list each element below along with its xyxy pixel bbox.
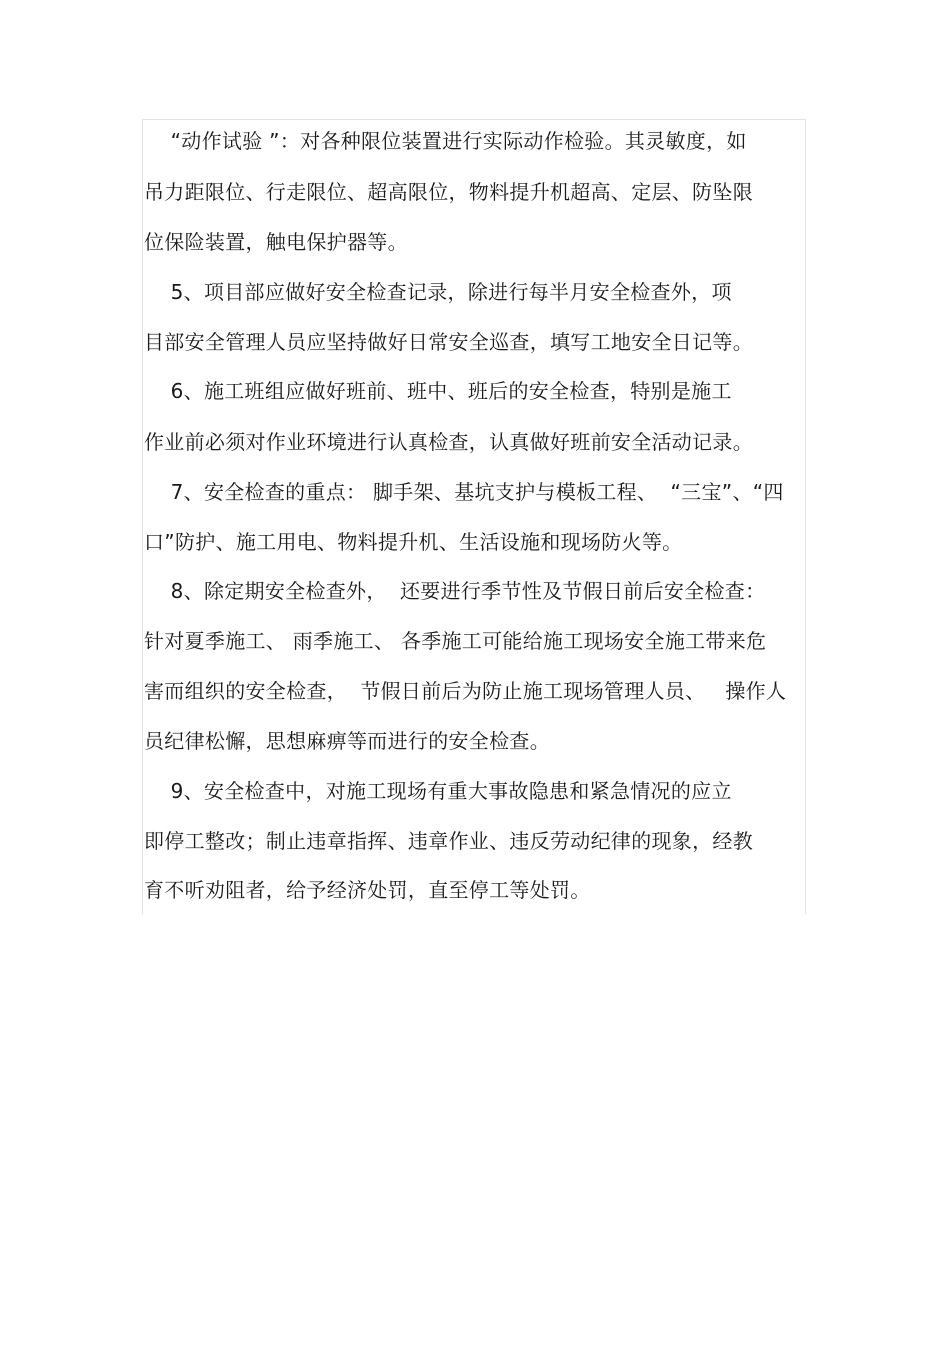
text-line: 7、安全检查的重点： 脚手架、基坑支护与模板工程、 “三宝”、“四 <box>144 480 784 504</box>
text-line: 吊力距限位、行走限位、超高限位，物料提升机超高、定层、防坠限 <box>144 180 753 204</box>
text-line: 育不听劝阻者，给予经济处罚，直至停工等处罚。 <box>144 878 591 902</box>
text-line: 位保险装置，触电保护器等。 <box>144 230 408 254</box>
text-line: 员纪律松懈，思想麻痹等而进行的安全检查。 <box>144 729 550 753</box>
text-line: 8、除定期安全检查外， 还要进行季节性及节假日前后安全检查： <box>144 579 766 603</box>
text-line: 目部安全管理人员应坚持做好日常安全巡查，填写工地安全日记等。 <box>144 330 753 354</box>
text-line: 即停工整改；制止违章指挥、违章作业、违反劳动纪律的现象，经教 <box>144 829 753 853</box>
text-line: 害而组织的安全检查， 节假日前后为防止施工现场管理人员、 操作人 <box>144 679 787 703</box>
text-line: 作业前必须对作业环境进行认真检查，认真做好班前安全活动记录。 <box>144 430 753 454</box>
text-line: “动作试验 ”：对各种限位装置进行实际动作检验。其灵敏度，如 <box>144 129 747 153</box>
text-line: 5、项目部应做好安全检查记录，除进行每半月安全检查外，项 <box>144 280 732 304</box>
text-line: 6、施工班组应做好班前、班中、班后的安全检查，特别是施工 <box>144 379 732 403</box>
text-line: 针对夏季施工、 雨季施工、 各季施工可能给施工现场安全施工带来危 <box>144 629 767 653</box>
text-line: 9、安全检查中，对施工现场有重大事故隐患和紧急情况的应立 <box>144 779 732 803</box>
text-line: 口”防护、施工用电、物料提升机、生活设施和现场防火等。 <box>144 530 683 554</box>
